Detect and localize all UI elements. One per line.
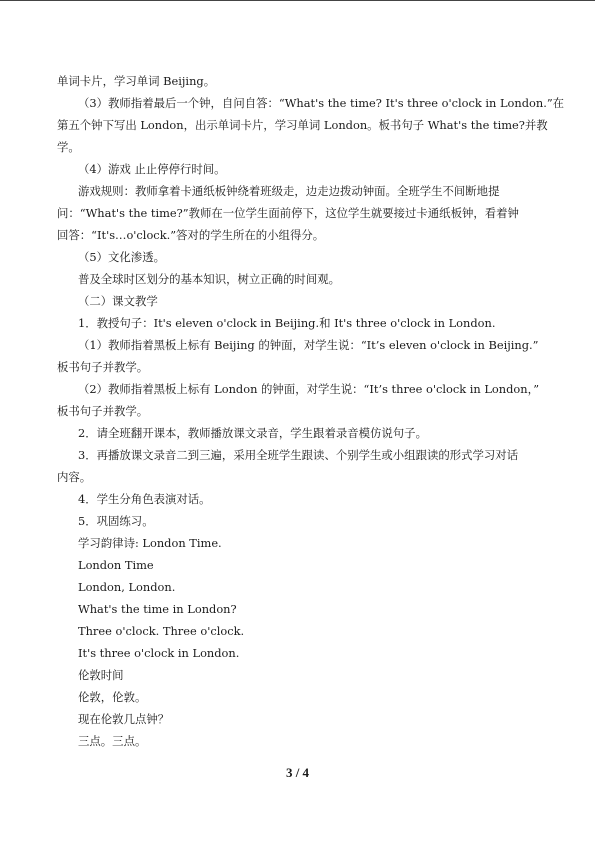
text-line: （5）文化渗透。 [78, 250, 165, 264]
text-line: 回答：“It's…o'clock.”答对的学生所在的小组得分。 [57, 228, 325, 242]
text-line: （1）教师指着黑板上标有 Beijing 的钟面，对学生说：“It’s eleven o'clock in Beijing.” [78, 338, 539, 352]
text-line: 学习韵律诗: London Time. [78, 536, 222, 550]
poem-line: 伦敦时间 [78, 668, 124, 682]
document-body [57, 70, 565, 752]
text-line: 内容。 [57, 470, 92, 484]
text-line: （3）教师指着最后一个钟，自问自答：“What's the time? It's three o'clock in London.”在 [78, 96, 565, 110]
section-heading: （二）课文教学 [78, 294, 158, 308]
text-line: 问：“What's the time?”教师在一位学生面前停下，这位学生就要接过卡通纸板钟，看着钟 [57, 206, 519, 220]
poem-line: It's three o'clock in London. [78, 646, 240, 660]
text-line: 5．巩固练习。 [78, 514, 154, 528]
text-line: 1．教授句子：It's eleven o'clock in Beijing.和 It's three o'clock in London. [78, 316, 496, 330]
poem-line: 现在伦敦几点钟？ [78, 712, 170, 726]
text-line: 3．再播放课文录音二到三遍，采用全班学生跟读、个别学生或小组跟读的形式学习对话 [78, 448, 519, 462]
top-border-line [0, 0, 595, 1]
poem-line: London Time [78, 558, 154, 572]
poem-line: Three o'clock. Three o'clock. [78, 624, 245, 638]
text-line: 板书句子并教学。 [57, 360, 149, 374]
poem-line: 伦敦，伦敦。 [78, 690, 147, 704]
text-line: （4）游戏 止止停停行时间。 [78, 162, 226, 176]
text-line: 游戏规则：教师拿着卡通纸板钟绕着班级走，边走边拨动钟面。全班学生不间断地提 [78, 184, 500, 198]
poem-line: London, London. [78, 580, 176, 594]
text-line: 2．请全班翻开课本，教师播放课文录音，学生跟着录音模仿说句子。 [78, 426, 427, 440]
poem-line: What's the time in London? [78, 602, 237, 616]
text-line: 单词卡片，学习单词 Beijing。 [57, 74, 216, 88]
text-line: 学。 [57, 140, 80, 154]
text-line: 4．学生分角色表演对话。 [78, 492, 211, 506]
page-number: 3 / 4 [285, 765, 310, 780]
text-line: 第五个钟下写出 London，出示单词卡片，学习单词 London。板书句子 What's the time?并教 [57, 118, 548, 132]
text-line: 普及全球时区划分的基本知识，树立正确的时间观。 [78, 272, 340, 286]
poem-line: 三点。三点。 [78, 734, 147, 748]
text-line: （2）教师指着黑板上标有 London 的钟面，对学生说：“It’s three o'clock in London，” [78, 382, 540, 396]
text-line: 板书句子并教学。 [57, 404, 149, 418]
